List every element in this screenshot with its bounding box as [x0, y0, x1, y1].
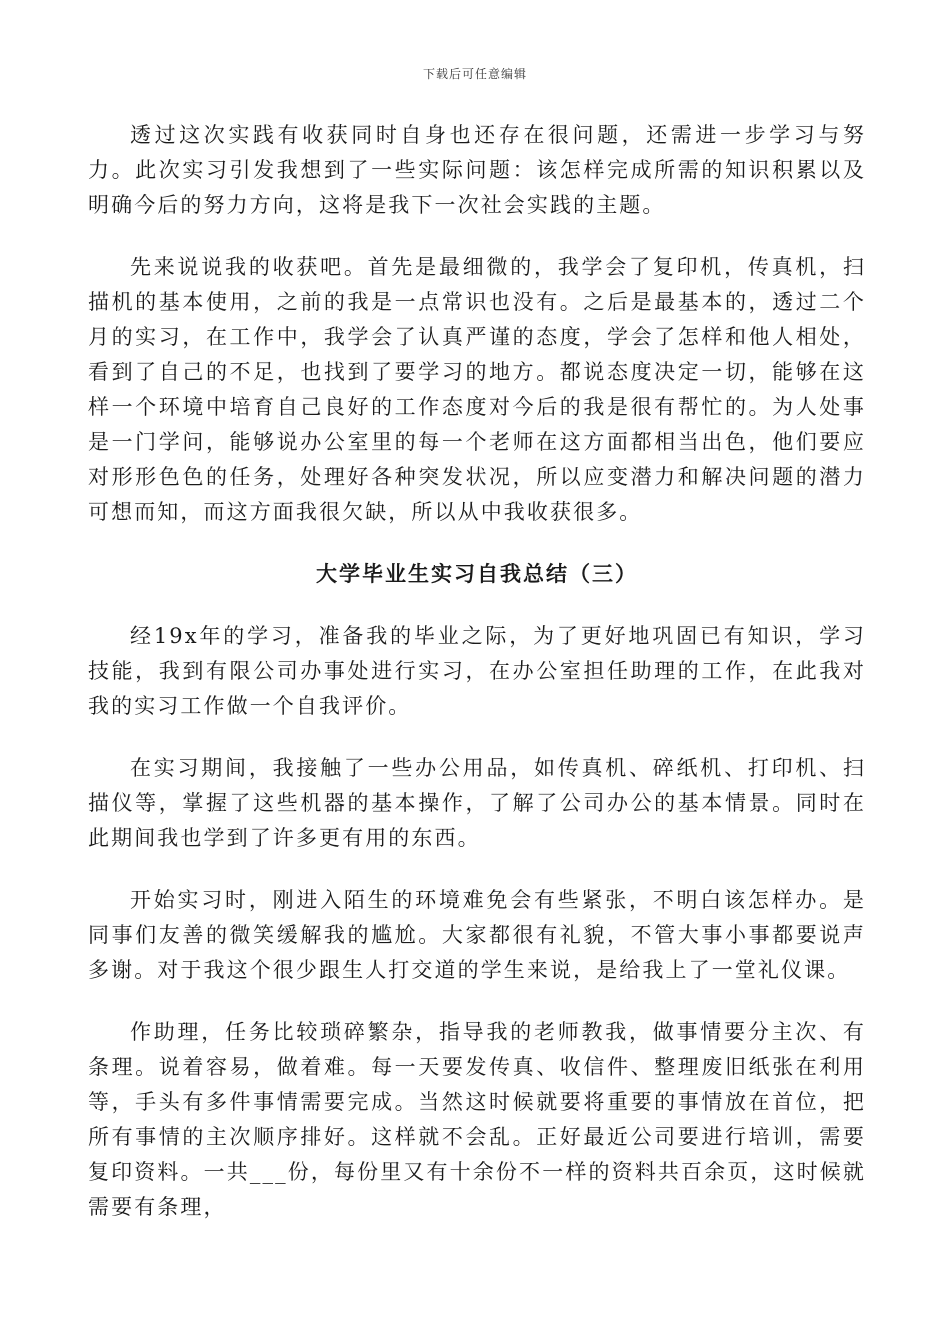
paragraph: 作助理，任务比较琐碎繁杂，指导我的老师教我，做事情要分主次、有条理。说着容易，做着难。每一天要发传真、收信件、整理废旧纸张在利用等，手头有多件事情需要完成。当然这时候就要将重要的事情放在首位，把所有事情的主次顺序排好。这样就不会乱。正好最近公司要进行培训，需要复印资料。一共___份，每份里又有十余份不一样的资料共百余页，这时候就需要有条理，: [88, 1020, 866, 1219]
document-body: [88, 118, 866, 1225]
paragraph: 透过这次实践有收获同时自身也还存在很问题，还需进一步学习与努力。此次实习引发我想到了一些实际问题：该怎样完成所需的知识积累以及明确今后的努力方向，这将是我下一次社会实践的主题。: [88, 123, 866, 217]
paragraph: 先来说说我的收获吧。首先是最细微的，我学会了复印机，传真机，扫描机的基本使用，之前的我是一点常识也没有。之后是最基本的，透过二个月的实习，在工作中，我学会了认真严谨的态度，学会了怎样和他人相处，看到了自己的不足，也找到了要学习的地方。都说态度决定一切，能够在这样一个环境中培育自己良好的工作态度对今后的我是很有帮忙的。为人处事是一门学问，能够说办公室里的每一个老师在这方面都相当出色，他们要应对形形色色的任务，处理好各种突发状况，所以应变潜力和解决问题的潜力可想而知，而这方面我很欠缺，所以从中我收获很多。: [88, 255, 866, 524]
section-title: 大学毕业生实习自我总结（三）: [316, 561, 638, 586]
paragraph: 经19x年的学习，准备我的毕业之际，为了更好地巩固已有知识，学习技能，我到有限公司办事处进行实习，在办公室担任助理的工作，在此我对我的实习工作做一个自我评价。: [88, 624, 866, 718]
paragraph: 在实习期间，我接触了一些办公用品，如传真机、碎纸机、打印机、扫描仪等，掌握了这些机器的基本操作，了解了公司办公的基本情景。同时在此期间我也学到了许多更有用的东西。: [88, 756, 866, 850]
header-note: 下载后可任意编辑: [422, 67, 527, 81]
paragraph: 开始实习时，刚进入陌生的环境难免会有些紧张，不明白该怎样办。是同事们友善的微笑缓解我的尴尬。大家都很有礼貌，不管大事小事都要说声多谢。对于我这个很少跟生人打交道的学生来说，是给我上了一堂礼仪课。: [88, 888, 866, 982]
